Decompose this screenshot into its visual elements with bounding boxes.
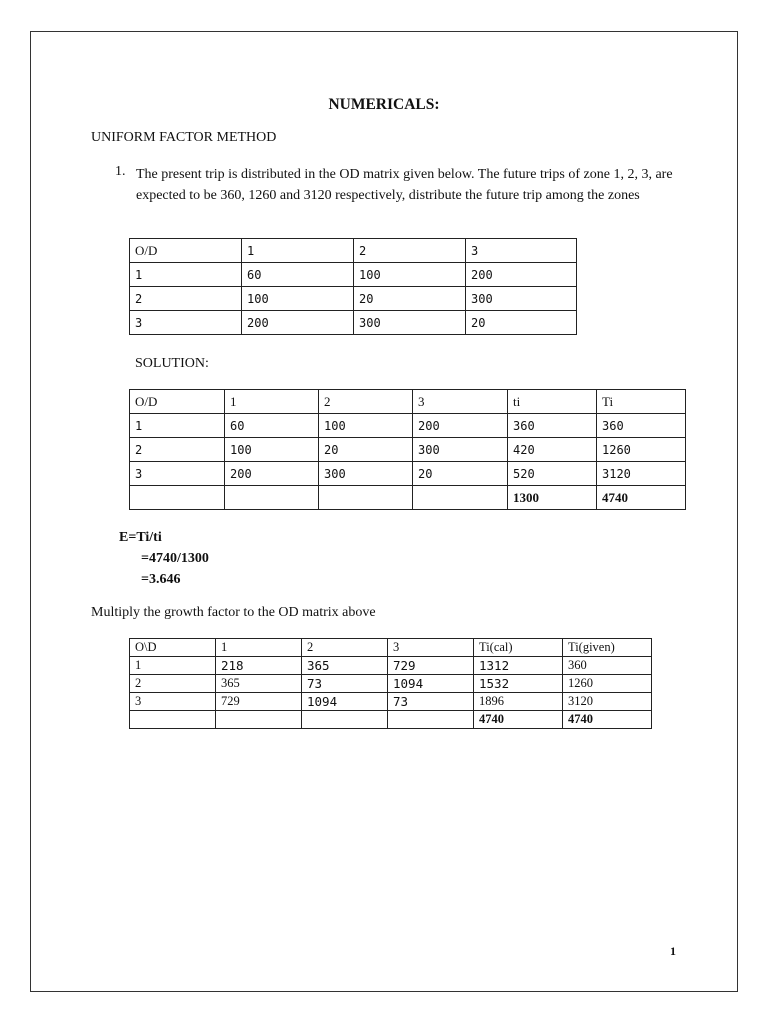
table-cell: 1094 bbox=[388, 675, 474, 693]
multiply-text: Multiply the growth factor to the OD matrix above bbox=[91, 605, 376, 620]
table-cell: 2 bbox=[302, 639, 388, 657]
table-cell: Ti(given) bbox=[563, 639, 652, 657]
table-cell bbox=[130, 486, 225, 510]
table-cell: 729 bbox=[216, 693, 302, 711]
table-cell: 360 bbox=[508, 414, 597, 438]
table-cell: 4740 bbox=[597, 486, 686, 510]
table-cell: 729 bbox=[388, 657, 474, 675]
table-cell: 100 bbox=[225, 438, 319, 462]
table-cell: 1260 bbox=[563, 675, 652, 693]
table-cell: 200 bbox=[466, 263, 577, 287]
table-cell: 300 bbox=[354, 311, 466, 335]
table-cell: 100 bbox=[319, 414, 413, 438]
table-cell: 2 bbox=[130, 675, 216, 693]
table-cell: 2 bbox=[354, 239, 466, 263]
table-cell: Ti bbox=[597, 390, 686, 414]
table-cell: 1 bbox=[130, 263, 242, 287]
table-cell: 3120 bbox=[563, 693, 652, 711]
table-cell: 4740 bbox=[474, 711, 563, 729]
table-cell: 1 bbox=[242, 239, 354, 263]
table-cell: 20 bbox=[354, 287, 466, 311]
page-title: NUMERICALS: bbox=[328, 96, 440, 113]
table-cell: 2 bbox=[130, 287, 242, 311]
table-cell: 73 bbox=[388, 693, 474, 711]
table-cell: 520 bbox=[508, 462, 597, 486]
table-row bbox=[130, 693, 652, 711]
table-cell bbox=[413, 486, 508, 510]
table-cell: 1 bbox=[225, 390, 319, 414]
formula-line-1: E=Ti/ti bbox=[119, 530, 162, 545]
table-cell: 365 bbox=[216, 675, 302, 693]
page-number: 1 bbox=[670, 944, 676, 958]
table-cell: 365 bbox=[302, 657, 388, 675]
table-cell: ti bbox=[508, 390, 597, 414]
table-cell: 20 bbox=[319, 438, 413, 462]
table-total-row bbox=[130, 711, 652, 729]
table-cell: 3 bbox=[388, 639, 474, 657]
table-cell bbox=[225, 486, 319, 510]
table-cell: 3 bbox=[413, 390, 508, 414]
table-cell: O/D bbox=[130, 390, 225, 414]
table-cell: 3 bbox=[466, 239, 577, 263]
table-cell bbox=[388, 711, 474, 729]
table-cell: 360 bbox=[563, 657, 652, 675]
table-row bbox=[130, 414, 686, 438]
table-cell: 4740 bbox=[563, 711, 652, 729]
table-cell: 2 bbox=[130, 438, 225, 462]
formula-line-2: =4740/1300 bbox=[141, 551, 209, 566]
table-cell: 60 bbox=[225, 414, 319, 438]
table-cell: 73 bbox=[302, 675, 388, 693]
table-cell: 20 bbox=[466, 311, 577, 335]
table-header-row bbox=[130, 239, 577, 263]
table-cell: 200 bbox=[242, 311, 354, 335]
table-cell: 1094 bbox=[302, 693, 388, 711]
table-cell: 3 bbox=[130, 311, 242, 335]
od-matrix-table bbox=[129, 238, 577, 335]
table-cell: O\D bbox=[130, 639, 216, 657]
table-cell: Ti(cal) bbox=[474, 639, 563, 657]
table-row bbox=[130, 287, 577, 311]
table-row bbox=[130, 311, 577, 335]
table-cell: 1896 bbox=[474, 693, 563, 711]
table-cell: 360 bbox=[597, 414, 686, 438]
table-cell: 100 bbox=[242, 287, 354, 311]
table-cell: 300 bbox=[466, 287, 577, 311]
table-cell: 20 bbox=[413, 462, 508, 486]
table-header-row bbox=[130, 639, 652, 657]
formula-line-3: =3.646 bbox=[141, 572, 181, 587]
table-cell: 1300 bbox=[508, 486, 597, 510]
table-cell: 1532 bbox=[474, 675, 563, 693]
table-cell bbox=[319, 486, 413, 510]
table-row bbox=[130, 675, 652, 693]
table-cell: 1260 bbox=[597, 438, 686, 462]
table-cell: 3 bbox=[130, 693, 216, 711]
table-cell: 2 bbox=[319, 390, 413, 414]
table-cell: O/D bbox=[130, 239, 242, 263]
table-cell bbox=[302, 711, 388, 729]
table-cell bbox=[216, 711, 302, 729]
table-row bbox=[130, 462, 686, 486]
table-cell: 218 bbox=[216, 657, 302, 675]
question-number: 1. bbox=[115, 164, 126, 179]
table-cell: 300 bbox=[319, 462, 413, 486]
table-cell: 200 bbox=[413, 414, 508, 438]
table-header-row bbox=[130, 390, 686, 414]
section-heading: UNIFORM FACTOR METHOD bbox=[91, 130, 277, 145]
table-cell: 60 bbox=[242, 263, 354, 287]
result-table bbox=[129, 638, 652, 729]
question-text: The present trip is distributed in the OD matrix given below. The future trips of zone 1, 2, 3, are expected to be 360, 1260 and 3120 respectively, distribute the future trip among the zones bbox=[136, 167, 673, 203]
table-cell: 1 bbox=[130, 414, 225, 438]
table-row bbox=[130, 263, 577, 287]
table-cell: 300 bbox=[413, 438, 508, 462]
table-cell: 420 bbox=[508, 438, 597, 462]
table-cell: 1312 bbox=[474, 657, 563, 675]
solution-table bbox=[129, 389, 686, 510]
table-cell: 1 bbox=[216, 639, 302, 657]
table-total-row bbox=[130, 486, 686, 510]
table-row bbox=[130, 657, 652, 675]
table-row bbox=[130, 438, 686, 462]
table-cell: 100 bbox=[354, 263, 466, 287]
table-cell: 3120 bbox=[597, 462, 686, 486]
table-cell: 200 bbox=[225, 462, 319, 486]
table-cell: 1 bbox=[130, 657, 216, 675]
table-cell: 3 bbox=[130, 462, 225, 486]
table-cell bbox=[130, 711, 216, 729]
solution-label: SOLUTION: bbox=[135, 356, 209, 371]
